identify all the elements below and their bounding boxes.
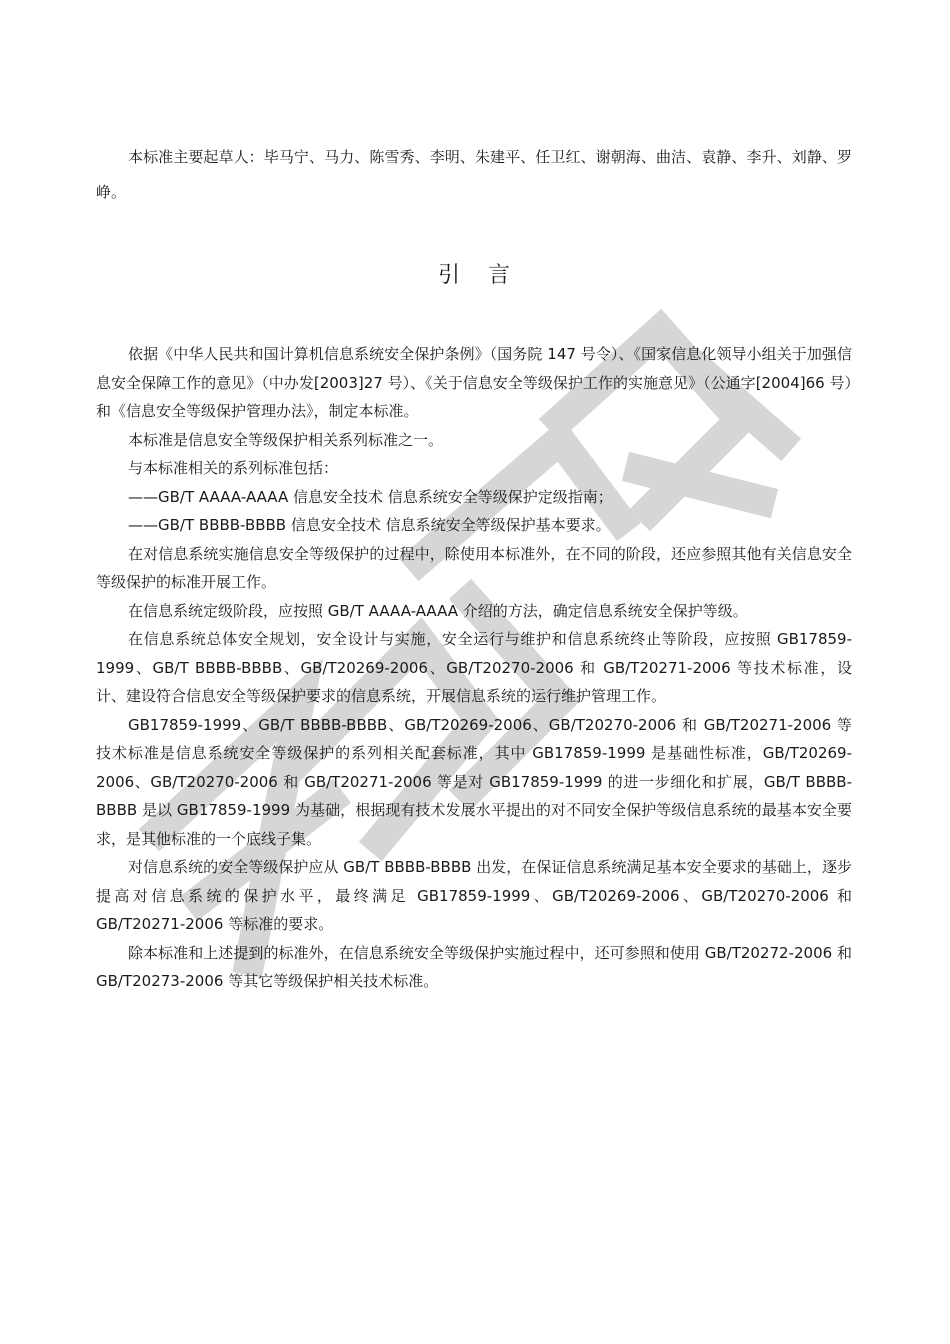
paragraph: 除本标准和上述提到的标准外，在信息系统安全等级保护实施过程中，还可参照和使用 GB/T20272-2006 和 GB/T20273-2006 等其它等级保护相关技术标准。 bbox=[96, 943, 852, 990]
section-heading: 引言 bbox=[437, 263, 538, 288]
drafters-list: 本标准主要起草人：毕马宁、马力、陈雪秀、李明、朱建平、任卫红、谢朝海、曲洁、袁静、李升、刘静、罗峥。 bbox=[96, 148, 852, 201]
paragraph: 依据《中华人民共和国计算机信息系统安全保护条例》（国务院 147 号令）、《国家信息化领导小组关于加强信息安全保障工作的意见》（中办发[2003]27 号）、《关于信息安全等级保护工作的实施意见》（公通字[2004]66 号）和《信息安全等级保护管理办法》，制定本标准。 bbox=[96, 345, 852, 420]
paragraph: 本标准是信息安全等级保护相关系列标准之一。 bbox=[128, 430, 444, 449]
paragraph: GB17859-1999、GB/T BBBB-BBBB、GB/T20269-2006、GB/T20270-2006 和 GB/T20271-2006 等技术标准是信息系统安全等级保护的系列相关配套标准，其中 GB17859-1999 是基础性标准，GB/T20269-2006、GB/T20270-2006 和 GB/T20271-2006 等是对 GB17859-1999 的进一步细化和扩展，GB/T BBBB-BBBB 是以 GB17859-1999 为基础，根据现有技术发展水平提出的对不同安全保护等级信息系统的最基本安全要求，是其他标准的一个底线子集。 bbox=[96, 715, 852, 848]
paragraph: 在对信息系统实施信息安全等级保护的过程中，除使用本标准外，在不同的阶段，还应参照其他有关信息安全等级保护的标准开展工作。 bbox=[96, 544, 852, 591]
paragraph: 对信息系统的安全等级保护应从 GB/T BBBB-BBBB 出发，在保证信息系统满足基本安全要求的基础上，逐步提高对信息系统的保护水平，最终满足 GB17859-1999、GB/T20269-2006、GB/T20270-2006 和 GB/T20271-2006 等标准的要求。 bbox=[96, 858, 852, 933]
list-item: ——GB/T BBBB-BBBB 信息安全技术 信息系统安全等级保护基本要求。 bbox=[128, 516, 611, 534]
paragraph: 在信息系统总体安全规划，安全设计与实施，安全运行与维护和信息系统终止等阶段，应按照 GB17859-1999、GB/T BBBB-BBBB、GB/T20269-2006、GB/T20270-2006 和 GB/T20271-2006 等技术标准，设计、建设符合信息安全等级保护要求的信息系统，开展信息系统的运行维护管理工作。 bbox=[96, 630, 852, 705]
introduction-body bbox=[96, 340, 852, 996]
list-item: ——GB/T AAAA-AAAA 信息安全技术 信息系统安全等级保护定级指南； bbox=[128, 487, 613, 506]
paragraph: 与本标准相关的系列标准包括： bbox=[128, 459, 339, 477]
paragraph: 在信息系统定级阶段，应按照 GB/T AAAA-AAAA 介绍的方法，确定信息系统安全保护等级。 bbox=[128, 601, 748, 620]
